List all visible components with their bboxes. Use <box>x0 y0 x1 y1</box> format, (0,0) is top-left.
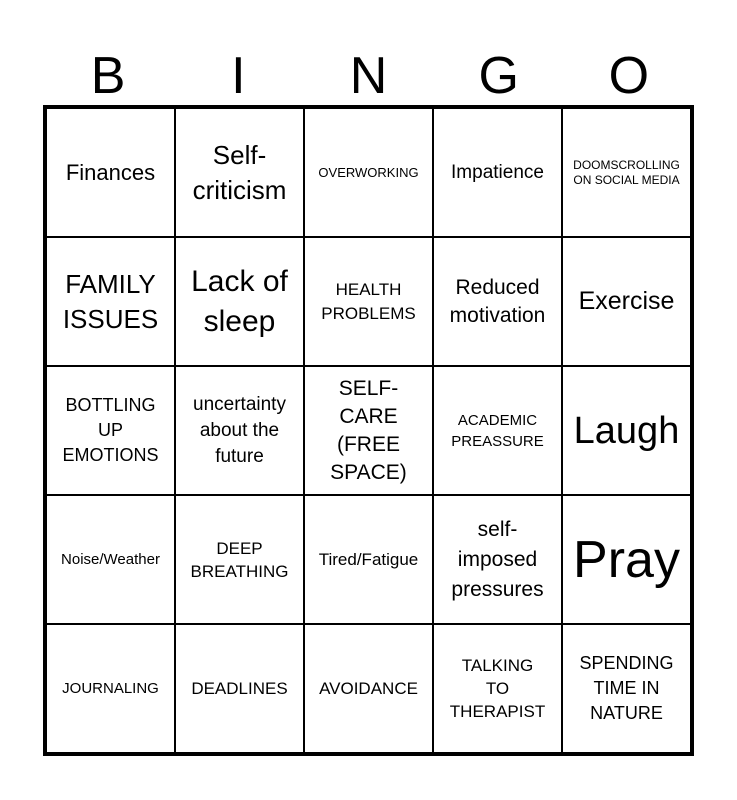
cell-label: Finances <box>65 160 156 185</box>
bingo-cell-r3-c2[interactable] <box>175 366 304 495</box>
cell-label: Pray <box>573 530 680 589</box>
bingo-header <box>43 45 694 107</box>
cell-label: Noise/Weather <box>61 550 160 568</box>
bingo-cell-r3-c1[interactable] <box>46 366 175 495</box>
header-letter-g: G <box>478 47 519 105</box>
cell-label: Tired/Fatigue <box>318 549 419 569</box>
bingo-cell-r4-c2[interactable] <box>175 495 304 624</box>
bingo-cell-r5-c2[interactable] <box>175 624 304 753</box>
bingo-cell-r1-c5[interactable] <box>562 108 691 237</box>
cell-label: Self- criticism <box>192 139 287 205</box>
header-letter-o: O <box>608 47 650 105</box>
header-letter-n: N <box>349 47 388 105</box>
cell-label: OVERWORKING <box>318 164 419 180</box>
cell-label: Exercise <box>578 287 675 315</box>
cell-label: Lack of sleep <box>191 264 288 338</box>
bingo-cell-r4-c5[interactable] <box>562 495 691 624</box>
bingo-grid <box>43 105 694 756</box>
bingo-cell-r2-c4[interactable] <box>433 237 562 366</box>
bingo-cell-r1-c2[interactable] <box>175 108 304 237</box>
cell-label: DEEP BREATHING <box>190 538 289 581</box>
bingo-cell-r2-c2[interactable] <box>175 237 304 366</box>
bingo-cell-r4-c1[interactable] <box>46 495 175 624</box>
bingo-cell-r3-c5[interactable] <box>562 366 691 495</box>
bingo-cell-r1-c4[interactable] <box>433 108 562 237</box>
header-letter-i: I <box>231 47 246 105</box>
cell-label: Impatience <box>451 162 544 183</box>
cell-label: ACADEMIC PREASSURE <box>451 411 544 450</box>
bingo-cell-r2-c3[interactable] <box>304 237 433 366</box>
cell-label: DOOMSCROLLING ON SOCIAL MEDIA <box>573 157 680 187</box>
bingo-cell-r3-c4[interactable] <box>433 366 562 495</box>
bingo-cell-r5-c1[interactable] <box>46 624 175 753</box>
cell-label: SPENDING TIME IN NATURE <box>579 653 674 723</box>
cell-label: SELF- CARE (FREE SPACE) <box>330 376 407 484</box>
cell-label: HEALTH PROBLEMS <box>321 279 416 323</box>
bingo-cell-r3-c3-free-space[interactable] <box>304 366 433 495</box>
cell-label: BOTTLING UP EMOTIONS <box>62 395 159 465</box>
bingo-cell-r5-c4[interactable] <box>433 624 562 753</box>
bingo-cell-r1-c3[interactable] <box>304 108 433 237</box>
header-letter-b: B <box>90 47 126 105</box>
bingo-cell-r4-c3[interactable] <box>304 495 433 624</box>
bingo-cell-r2-c1[interactable] <box>46 237 175 366</box>
cell-label: Laugh <box>573 409 680 452</box>
cell-label: DEADLINES <box>191 678 288 698</box>
cell-label: self- imposed pressures <box>451 517 544 601</box>
cell-label: AVOIDANCE <box>319 678 418 698</box>
bingo-cell-r5-c3[interactable] <box>304 624 433 753</box>
cell-label: uncertainty about the future <box>193 393 286 467</box>
bingo-cell-r4-c4[interactable] <box>433 495 562 624</box>
cell-label: JOURNALING <box>62 679 159 697</box>
cell-label: Reduced motivation <box>449 275 546 327</box>
cell-label: TALKING TO THERAPIST <box>449 656 546 721</box>
bingo-cell-r2-c5[interactable] <box>562 237 691 366</box>
cell-label: FAMILY ISSUES <box>62 268 159 334</box>
bingo-cell-r1-c1[interactable] <box>46 108 175 237</box>
bingo-cell-r5-c5[interactable] <box>562 624 691 753</box>
